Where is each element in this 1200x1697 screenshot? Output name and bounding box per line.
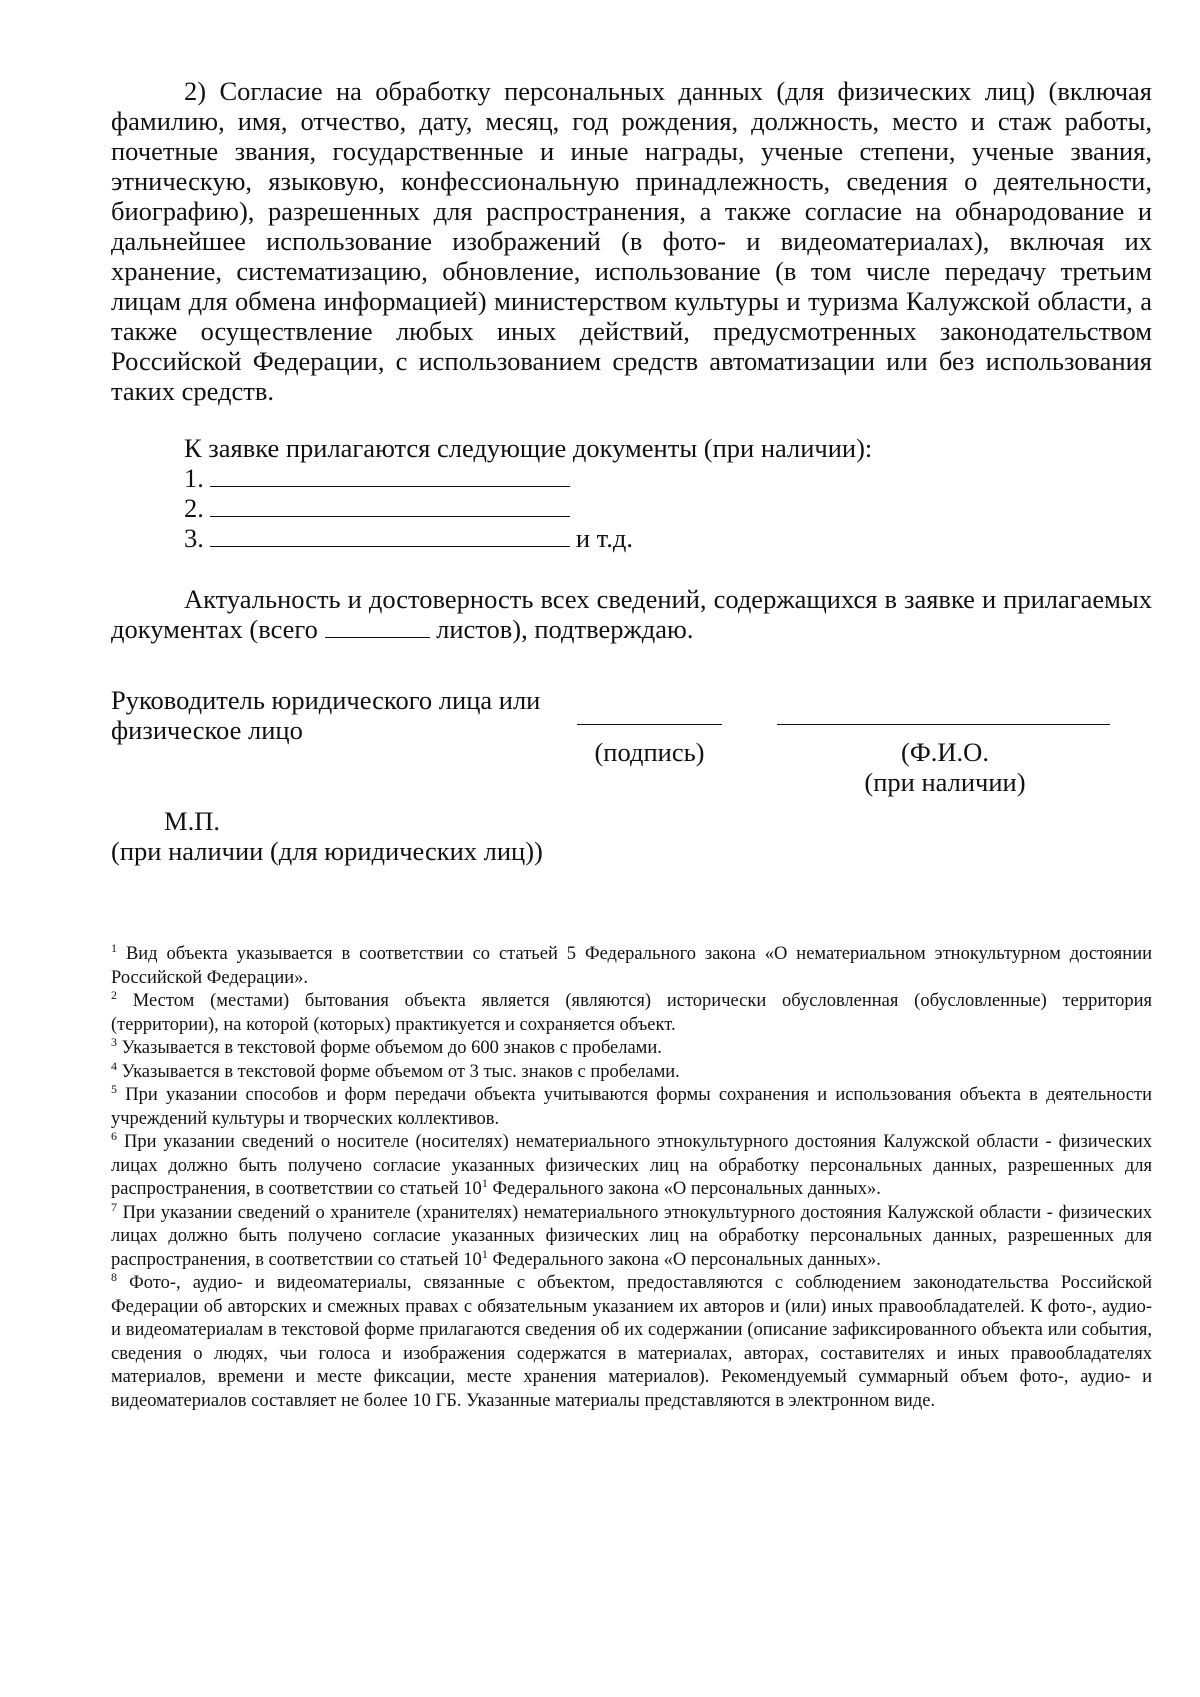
footnote-item	[111, 1128, 1153, 1202]
confirmation-paragraph	[111, 584, 1152, 644]
full-name-line	[777, 724, 1110, 725]
consent-paragraph: 2) Согласие на обработку персональных данных (для физических лиц) (включая фамилию, имя, отчество, дату, месяц, год рождения, должность, место и стаж работы, почетные звания, государственные и иные награды, ученые степени, ученые звания, этническую, языковую, конфессиональную принадлежность, сведения о деятельности, биографию), разрешенных для распространения, а также согласие на обнародование и дальнейшее использование изображений (в фото- и видеоматериалах), включая их хранение, систематизацию, обновление, использование (в том числе передачу третьим лицам для обмена информацией) министерством культуры и туризма Калужской области, а также осуществление любых иных действий, предусмотренных законодательством Российской Федерации, с использованием средств автоматизации или без использования таких средств.	[111, 76, 1152, 406]
signature-caption: (подпись)	[594, 737, 705, 767]
footnote-item	[111, 1058, 1152, 1085]
footnote-text: При указании сведений о носителе (носителях) нематериального этнокультурного достояния Калужской области - физических лицах должно быть получено согласие указанных физических лиц на обработку персональных данных, разрешенных для распространения, в соответствии со статьей 10	[111, 1132, 1153, 1199]
confirmation-text-before: Актуальность и достоверность всех сведений, содержащихся в заявке и прилагаемых документах (всего	[111, 584, 1152, 644]
footnote-number: 6	[111, 1128, 117, 1143]
footnote-number: 4	[111, 1058, 117, 1073]
blank-line	[210, 464, 570, 487]
footnotes	[111, 940, 1153, 1413]
footnote-text-end: Федерального закона «О персональных данных».	[487, 1179, 881, 1199]
footnote-text-end: Федерального закона «О персональных данных».	[487, 1249, 881, 1270]
attached-document-line	[184, 463, 576, 493]
footnote-text: Фото-, аудио- и видеоматериалы, связанные с объектом, предоставляются с соблюдением законодательства Российской Федерации об авторских и смежных правах с обязательным указанием их авторов и (или) иных правообладателей. К фото-, аудио- и видеоматериалам в текстовой форме прилагаются сведения об их содержании (описание зафиксированного объекта или события, сведения о людях, чьи голоса и изображения содержатся в материалах, авторах, составителях и иных правообладателях материалов, времени и месте фиксации, месте хранения материалов). Рекомендуемый суммарный объем фото-, аудио- и видеоматериалов составляет не более 10 ГБ. Указанные материалы представляются в электронном виде.	[111, 1273, 1153, 1411]
confirmation-text-after: листов), подтверждаю.	[436, 614, 694, 644]
attached-document-number: 2.	[184, 493, 204, 523]
attached-document-number: 3.	[184, 523, 204, 553]
footnote-item	[111, 987, 1152, 1037]
footnote-number: 7	[111, 1199, 117, 1214]
signer-label: Руководитель юридического лица или физическое лицо	[111, 685, 541, 745]
signature-line	[577, 724, 722, 725]
footnote-item	[111, 940, 1152, 990]
footnote-text: При указании способов и форм передачи объекта учитываются формы сохранения и использования объекта в деятельности учреждений культуры и творческих коллективов.	[111, 1085, 1153, 1129]
footnote-text: Вид объекта указывается в соответствии со статьей 5 Федерального закона «О нематериальном этнокультурном достоянии Российской Федерации».	[111, 944, 1152, 988]
sheet-count-blank	[325, 615, 430, 638]
attached-document-line	[184, 523, 633, 553]
attached-document-number: 1.	[184, 463, 204, 493]
full-name-caption-note: (при наличии)	[864, 767, 1026, 797]
footnote-item	[111, 1081, 1153, 1131]
footnote-text: Местом (местами) бытования объекта является (являются) исторически обусловленная (обусловленные) территория (территории), на которой (которых) практикуется и сохраняется объект.	[111, 991, 1152, 1035]
blank-line	[210, 494, 570, 517]
attached-documents-intro: К заявке прилагаются следующие документы (при наличии):	[184, 433, 873, 463]
stamp-label: М.П.	[164, 806, 220, 836]
full-name-caption: (Ф.И.О.	[901, 737, 989, 767]
article-superscript: 1	[481, 1246, 488, 1261]
attached-document-line	[184, 493, 576, 523]
footnote-number: 8	[111, 1269, 117, 1284]
blank-line	[210, 524, 570, 547]
footnote-text: Указывается в текстовой форме объемом от 3 тыс. знаков с пробелами.	[121, 1061, 680, 1082]
footnote-item	[111, 1034, 1152, 1061]
footnote-number: 1	[111, 940, 117, 955]
footnote-number: 3	[111, 1034, 117, 1049]
footnote-item	[111, 1199, 1152, 1273]
article-superscript: 1	[481, 1175, 488, 1190]
footnote-number: 2	[111, 987, 117, 1002]
footnote-item	[111, 1269, 1153, 1413]
footnote-text: При указании сведений о хранителе (хранителях) нематериального этнокультурного достояния Калужской области - физических лицах должно быть получено согласие указанных физических лиц на обработку персональных данных, разрешенных для распространения, в соответствии со статьей 10	[111, 1202, 1152, 1270]
footnote-text: Указывается в текстовой форме объемом до 600 знаков с пробелами.	[121, 1038, 662, 1058]
stamp-note: (при наличии (для юридических лиц))	[111, 836, 543, 866]
footnote-number: 5	[111, 1081, 117, 1096]
attached-document-suffix: и т.д.	[575, 523, 634, 553]
